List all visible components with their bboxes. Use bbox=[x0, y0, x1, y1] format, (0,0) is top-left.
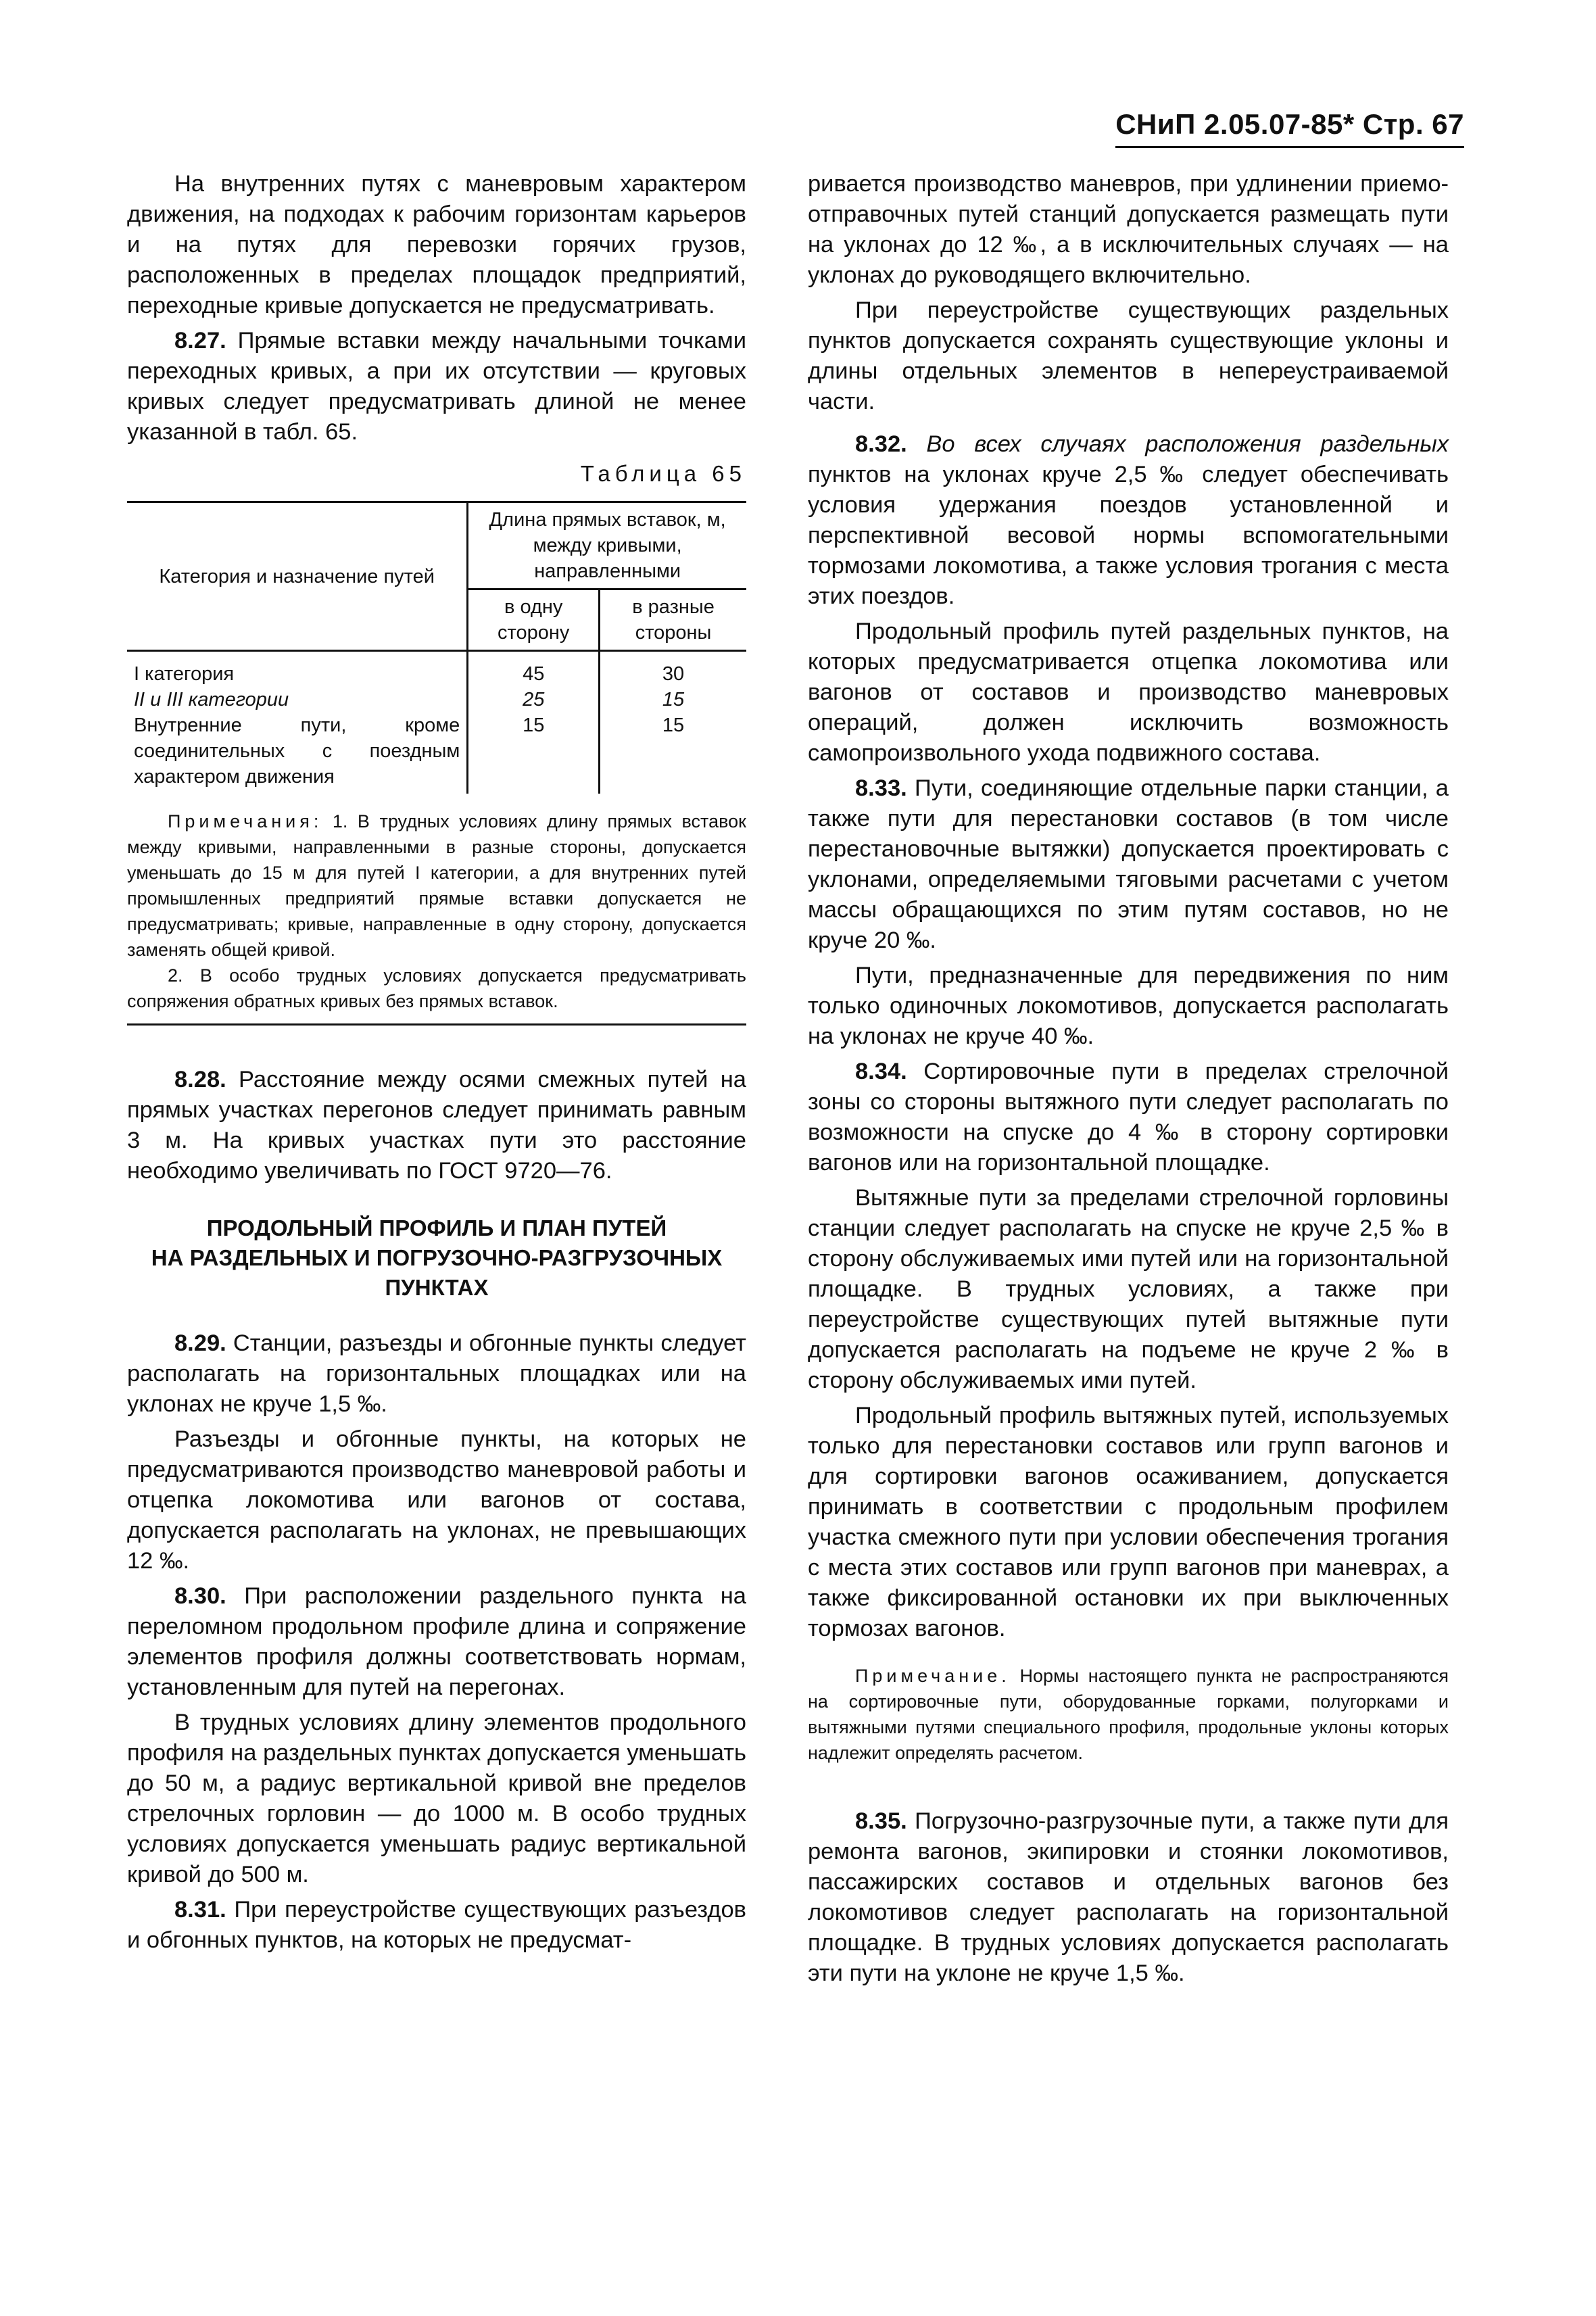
paragraph: Разъезды и обгонные пункты, на которых не предусматриваются производство маневровой работы и отцепка локомотива или вагонов от состава, допускается располагать на уклонах, не превышающих 12 ‰. bbox=[127, 1426, 746, 1574]
clause-8-33 bbox=[808, 773, 1449, 956]
table-65 bbox=[127, 501, 746, 794]
table-row bbox=[127, 713, 746, 794]
clause-number: 8.27. bbox=[174, 328, 226, 354]
clause-number: 8.31. bbox=[174, 1897, 226, 1923]
section-title-line: НА РАЗДЕЛЬНЫХ И ПОГРУЗОЧНО-РАЗГРУЗОЧНЫХ bbox=[151, 1245, 723, 1270]
table-note-1 bbox=[127, 809, 746, 963]
section-title bbox=[127, 1213, 746, 1303]
table-note-2: 2. В особо трудных условиях допускается предусматривать сопряжения обратных кривых без прямых вставок. bbox=[127, 965, 746, 1011]
clause-number: 8.35. bbox=[855, 1808, 907, 1834]
table-cell: 15 bbox=[468, 713, 600, 794]
clause-text: Пути, соединяющие отдельные парки станции, а также пути для перестановки составов (в том числе перестановочные вытяжки) допускается проектировать с уклонами, определяемыми тяговыми расчетами с учетом массы обращающихся по этим путям составов, но не круче 20 ‰. bbox=[808, 775, 1449, 953]
clause-text: Сортировочные пути в пределах стрелочной зоны со стороны вытяжного пути следует располагать по возможности на спуске до 4 ‰ в сторону сортировки вагонов или на горизонтальной площадке. bbox=[808, 1059, 1449, 1176]
page-header: СНиП 2.05.07-85* Стр. 67 bbox=[1115, 108, 1464, 148]
table-cell: 15 bbox=[600, 713, 746, 794]
clause-number: 8.30. bbox=[174, 1583, 226, 1609]
clause-text: При переустройстве существующих разъездов и обгонных пунктов, на которых не предусмат- bbox=[127, 1897, 746, 1953]
clause-8-32 bbox=[808, 429, 1449, 612]
clause-note bbox=[808, 1663, 1449, 1766]
clause-8-30 bbox=[127, 1581, 746, 1703]
table-row bbox=[127, 651, 746, 687]
table-header-length: Длина прямых вставок, м, между кривыми, направленными bbox=[468, 502, 746, 589]
notes-label: Примечания: bbox=[168, 811, 323, 831]
clause-8-28 bbox=[127, 1065, 746, 1186]
clause-number: 8.33. bbox=[855, 775, 907, 801]
note-label: Примечание. bbox=[855, 1666, 1011, 1686]
clause-text: При расположении раздельного пункта на переломном продольном профиле длина и сопряжение элементов профиля должны соответствовать нормам, установленным для путей на перегонах. bbox=[127, 1583, 746, 1700]
table-notes bbox=[127, 809, 746, 1026]
section-title-line: ПУНКТАХ bbox=[385, 1275, 489, 1300]
clause-8-29 bbox=[127, 1328, 746, 1420]
clause-italic-text: Во всех случаях расположения раздельных bbox=[926, 431, 1449, 457]
paragraph: Продольный профиль вытяжных путей, используемых только для перестановки составов или групп вагонов и для сортировки вагонов осаживанием, допускается принимать в соответствии с продольным профилем участка смежного пути при условии обеспечения трогания с места этих составов или групп вагонов при маневрах, а также фиксированной остановки их при выключенных тормозах вагонов. bbox=[808, 1403, 1449, 1641]
clause-8-27 bbox=[127, 326, 746, 448]
clause-text: Станции, разъезды и обгонные пункты следует располагать на горизонтальных площадках или на уклонах не круче 1,5 ‰. bbox=[127, 1330, 746, 1417]
section-title-line: ПРОДОЛЬНЫЙ ПРОФИЛЬ И ПЛАН ПУТЕЙ bbox=[206, 1215, 667, 1240]
clause-number: 8.28. bbox=[174, 1067, 226, 1092]
note-text: Нормы настоящего пункта не распространяются на сортировочные пути, оборудованные горками, полугорками и вытяжными путями специального профиля, продольные уклоны которых надлежит определять расчетом. bbox=[808, 1666, 1449, 1763]
paragraph: ривается производство маневров, при удлинении приемо-отправочных путей станций допускается размещать пути на уклонах до 12 ‰, а в исключительных случаях — на уклонах до руководящего включительно. bbox=[808, 171, 1449, 288]
paragraph: Вытяжные пути за пределами стрелочной горловины станции следует располагать на спуске не круче 2,5 ‰ в сторону обслуживаемых ими путей или на горизонтальной площадке. В трудных условиях, а также при переустройстве существующих путей вытяжные пути допускается располагать на подъеме не круче 2 ‰ в сторону обслуживаемых ими путей. bbox=[808, 1185, 1449, 1393]
table-cell: Внутренние пути, кроме соединительных с поездным характером движения bbox=[134, 715, 460, 788]
paragraph: При переустройстве существующих раздельных пунктов допускается сохранять существующие уклоны и длины отдельных элементов в непереустраиваемой части. bbox=[808, 297, 1449, 414]
table-subheader-opposite: в разные стороны bbox=[600, 589, 746, 651]
paragraph: Продольный профиль путей раздельных пунктов, на которых предусматривается отцепка локомотива или вагонов от составов и производство маневровых операций, должен исключить возможность самопроизвольного ухода подвижного состава. bbox=[808, 619, 1449, 766]
clause-text: Расстояние между осями смежных путей на прямых участках перегонов следует принимать равным 3 м. На кривых участках пути это расстояние необходимо увеличивать по ГОСТ 9720—76. bbox=[127, 1067, 746, 1184]
paragraph: На внутренних путях с маневровым характером движения, на подходах к рабочим горизонтам карьеров и на путях для перевозки горячих грузов, расположенных в пределах площадок предприятий, переходные кривые допускается не предусматривать. bbox=[127, 171, 746, 318]
table-header-category: Категория и назначение путей bbox=[127, 502, 468, 651]
paragraph: В трудных условиях длину элементов продольного профиля на раздельных пунктах допускается уменьшать до 50 м, а радиус вертикальной кривой вне пределов стрелочных горловин — до 1000 м. В особо трудных условиях допускается уменьшать радиус вертикальной кривой до 500 м. bbox=[127, 1710, 746, 1887]
table-row bbox=[127, 687, 746, 713]
table-cell: 30 bbox=[600, 651, 746, 687]
table-cell: 45 bbox=[468, 651, 600, 687]
table-cell: 15 bbox=[600, 687, 746, 713]
paragraph: Пути, предназначенные для передвижения по ним только одиночных локомотивов, допускается располагать на уклонах не круче 40 ‰. bbox=[808, 963, 1449, 1049]
clause-8-31 bbox=[127, 1895, 746, 1956]
clause-number: 8.29. bbox=[174, 1330, 226, 1356]
table-subheader-same: в одну сторону bbox=[468, 589, 600, 651]
table-cell: I категория bbox=[134, 663, 235, 685]
clause-8-34 bbox=[808, 1057, 1449, 1178]
clause-text: Погрузочно-разгрузочные пути, а также пути для ремонта вагонов, экипировки и стоянки локомотивов, пассажирских составов и отдельных вагонов без локомотивов следует располагать на горизонтальной площадке. В трудных условиях допускается располагать эти пути на уклоне не круче 1,5 ‰. bbox=[808, 1808, 1449, 1986]
clause-text: Прямые вставки между начальными точками переходных кривых, а при их отсутствии — круговых кривых следует предусматривать длиной не менее указанной в табл. 65. bbox=[127, 328, 746, 445]
clause-number: 8.34. bbox=[855, 1059, 907, 1084]
left-column bbox=[127, 169, 746, 1960]
table-cell: II и III категории bbox=[134, 689, 289, 710]
note-text: 1. В трудных условиях длину прямых вставок между кривыми, направленными в разные стороны, допускается уменьшать до 15 м для путей I категории, а для внутренних путей промышленных предприятий прямые вставки допускается не предусматривать; кривые, направленные в одну сторону, допускается заменять общей кривой. bbox=[127, 811, 746, 960]
clause-text: пунктов на уклонах круче 2,5 ‰ следует обеспечивать условия удержания поездов установленной и перспективной весовой нормы вспомогательными тормозами локомотива, а также условия трогания с места этих поездов. bbox=[808, 462, 1449, 609]
clause-number: 8.32. bbox=[855, 431, 907, 457]
table-caption: Таблица 65 bbox=[580, 461, 746, 486]
clause-8-35 bbox=[808, 1806, 1449, 1989]
right-column bbox=[808, 169, 1449, 1994]
table-cell: 25 bbox=[468, 687, 600, 713]
